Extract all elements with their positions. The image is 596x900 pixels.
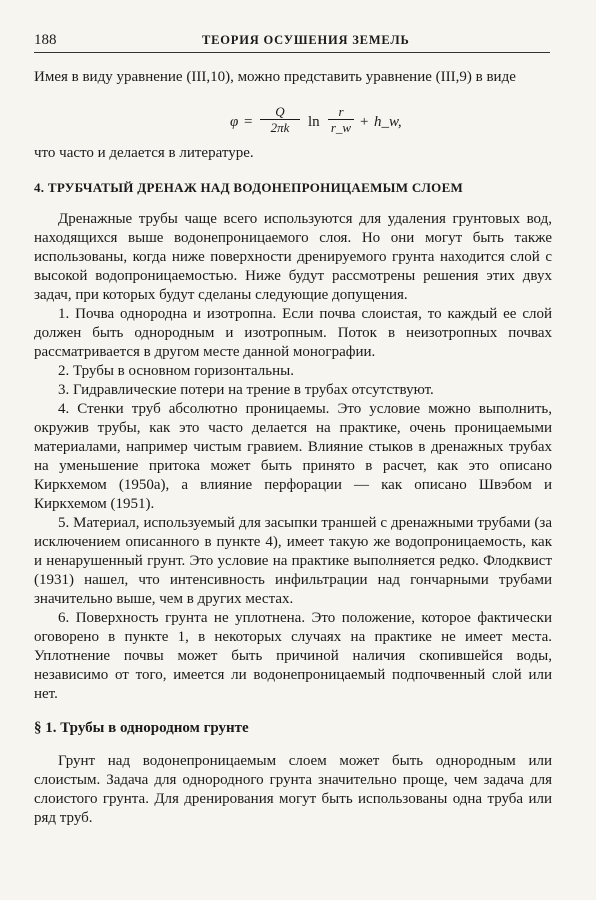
intro-after-text: что часто и делается в литературе. bbox=[34, 145, 254, 161]
assumption-2: 2. Трубы в основном горизонтальны. bbox=[58, 363, 294, 379]
intro-text: Имея в виду уравнение (III,10), можно представить уравнение (III,9) в виде bbox=[34, 69, 516, 85]
page-number: 188 bbox=[34, 32, 57, 48]
assumption-3: 3. Гидравлические потери на трение в трубах отсутствуют. bbox=[58, 382, 434, 398]
formula-ln: ln bbox=[308, 114, 320, 130]
paragraph-intro: Дренажные трубы чаще всего используются для удаления грунтовых вод, находящихся выше водонепроницаемого слоя. Но они могут быть также использованы, когда ниже поверхности дренируемого грунта находится слой с высокой водопроницаемостью. Ниже будут рассмотрены решения этих двух задач, при которых будут сделаны следующие допущения. bbox=[34, 211, 552, 303]
formula-denominator-2pik: 2πk bbox=[270, 120, 290, 135]
running-title: ТЕОРИЯ ОСУШЕНИЯ ЗЕМЕЛЬ bbox=[202, 33, 410, 47]
formula-fraction-r bbox=[328, 104, 354, 135]
paragraph-homogeneous: Грунт над водонепроницаемым слоем может быть однородным или слоистым. Задача для однородного грунта значительно проще, чем задача для слоистого грунта. Для дренирования могут быть использованы одна труба или ряд труб. bbox=[34, 753, 552, 826]
intro-after bbox=[34, 144, 552, 163]
formula bbox=[220, 104, 420, 140]
assumption-1: 1. Почва однородна и изотропна. Если почва слоистая, то каждый ее слой должен быть однородным и изотропным. Поток в неизотропных почвах рассматривается в другом месте данной монографии. bbox=[34, 306, 552, 360]
formula-numerator-q: Q bbox=[275, 104, 285, 119]
formula-hw: h_w, bbox=[374, 114, 402, 130]
assumption-4: 4. Стенки труб абсолютно проницаемы. Это условие можно выполнить, окружив трубы, как это часто делается на практике, очень проницаемыми материалами, например чистым гравием. Влияние стыков в дренажных трубах на уменьшение притока может быть принято в расчет, как это описано Киркхемом (1950а), а влияние перфорации — как описано Швэбом и Киркхемом (1951). bbox=[34, 401, 552, 512]
formula-denominator-rw: r_w bbox=[330, 120, 352, 135]
section-4-body bbox=[34, 210, 552, 704]
running-head bbox=[34, 32, 550, 53]
section-1-body bbox=[34, 752, 552, 828]
section-heading-4: 4. ТРУБЧАТЫЙ ДРЕНАЖ НАД ВОДОНЕПРОНИЦАЕМЫМ СЛОЕМ bbox=[34, 180, 464, 195]
assumption-6: 6. Поверхность грунта не уплотнена. Это положение, которое фактически оговорено в пункте 1, в некоторых случаях на практике не имеет места. Уплотнение почвы может быть причиной наличия скопившейся воды, независимо от того, имеется ли водонепроницаемый подпочвенный слой или нет. bbox=[34, 610, 552, 702]
formula-fraction-q bbox=[260, 104, 300, 135]
formula-phi: φ bbox=[230, 114, 239, 130]
intro-paragraph bbox=[34, 68, 552, 87]
assumption-5: 5. Материал, используемый для засыпки траншей с дренажными трубами (за исключением описанного в пункте 4), имеет такую же водопроницаемость, как и ненарушенный грунт. Это условие на практике выполняется редко. Флодквист (1931) нашел, что интенсивность инфильтрации над гончарными трубами значительно выше, чем в других местах. bbox=[34, 515, 552, 607]
section-heading-1: § 1. Трубы в однородном грунте bbox=[34, 720, 249, 736]
formula-numerator-r: r bbox=[338, 104, 344, 119]
formula-equals: = bbox=[244, 114, 253, 130]
formula-plus: + bbox=[360, 114, 369, 130]
